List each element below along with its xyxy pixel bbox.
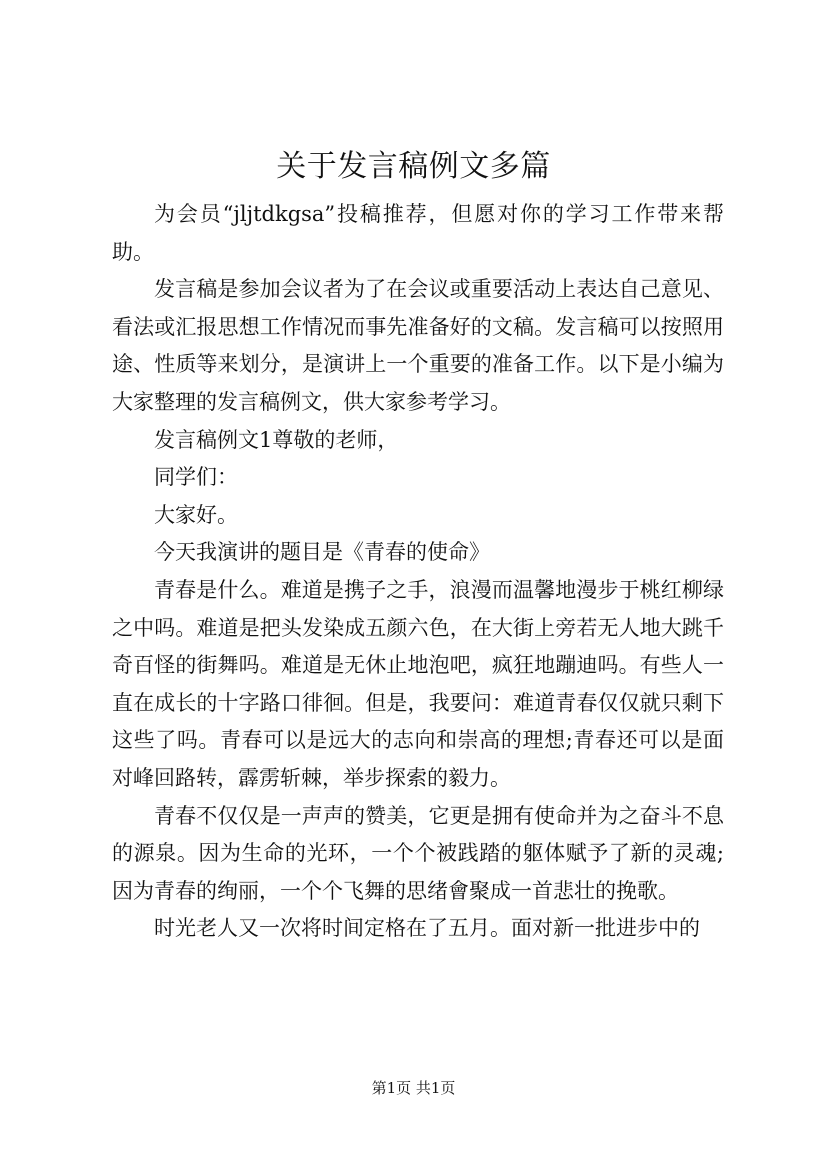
paragraph-intro: 为会员“jljtdkgsa”投稿推荐，但愿对你的学习工作带来帮助。 (112, 202, 724, 264)
paragraph-youth-mission: 青春不仅仅是一声声的赞美，它更是拥有使命并为之奋斗不息的源泉。因为生命的光环，一个个被践踏的躯体赋予了新的灵魂;因为青春的绚丽，一个个飞舞的思绪會聚成一首悲壮的挽歌。 (112, 803, 724, 903)
paragraph-example-heading: 发言稿例文1尊敬的老师， (154, 427, 399, 452)
paragraph-topic: 今天我演讲的题目是《青春的使命》 (154, 540, 490, 565)
document-title: 关于发言稿例文多篇 (276, 149, 551, 184)
paragraph-salutation: 同学们： (154, 465, 238, 490)
page-number-footer: 第1页 共1页 (371, 1079, 456, 1097)
paragraph-definition: 发言稿是参加会议者为了在会议或重要活动上表达自己意见、看法或汇报思想工作情况而事先准备好的文稿。发言稿可以按照用途、性质等来划分，是演讲上一个重要的准备工作。以下是小编为大家整理的发言稿例文，供大家参考学习。 (112, 277, 724, 414)
paragraph-youth-question: 青春是什么。难道是携子之手，浪漫而温馨地漫步于桃红柳绿之中吗。难道是把头发染成五颜六色，在大街上旁若无人地大跳千奇百怪的街舞吗。难道是无休止地泡吧，疯狂地蹦迪吗。有些人一直在成长的十字路口徘徊。但是，我要问：难道青春仅仅就只剩下这些了吗。青春可以是远大的志向和崇高的理想;青春还可以是面对峰回路转，霹雳斩棘，举步探索的毅力。 (112, 577, 724, 790)
paragraph-may: 时光老人又一次将时间定格在了五月。面对新一批进步中的 (154, 916, 700, 941)
document-body (112, 196, 724, 948)
paragraph-greeting: 大家好。 (154, 502, 238, 527)
